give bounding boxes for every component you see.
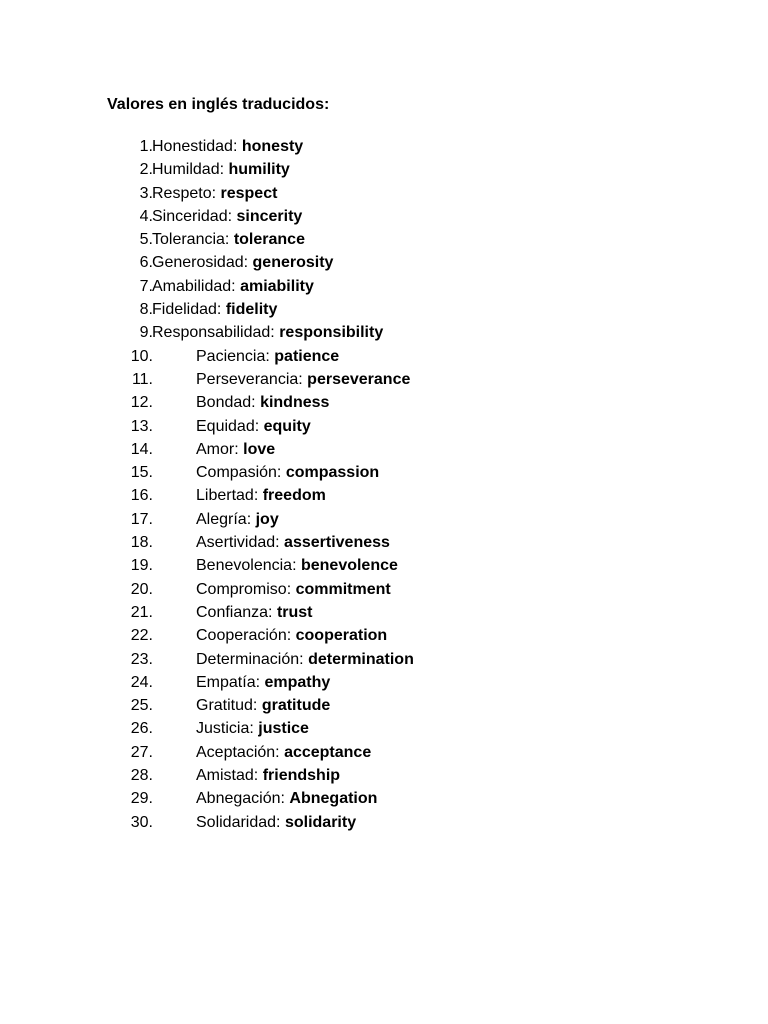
english-term: justice (258, 720, 309, 738)
list-item-entry (196, 764, 340, 787)
list-item-entry (152, 228, 305, 251)
english-term: freedom (262, 487, 326, 505)
spanish-term: Compromiso: (196, 580, 292, 598)
list-item-entry (196, 438, 275, 461)
list-item-number: 7. (139, 277, 153, 295)
english-term: empathy (264, 673, 331, 691)
english-term: tolerance (233, 231, 305, 249)
list-item-entry (152, 135, 303, 158)
list-item-number: 23. (130, 650, 153, 668)
english-term: responsibility (279, 324, 384, 342)
english-term: assertiveness (284, 534, 390, 552)
list-item-number: 30. (130, 813, 153, 831)
spanish-term: Responsabilidad: (152, 324, 275, 342)
list-item-entry (196, 671, 330, 694)
list-item-number: 3. (139, 184, 153, 202)
spanish-term: Solidaridad: (196, 813, 281, 831)
list-item-number: 6. (139, 254, 153, 272)
spanish-term: Aceptación: (196, 743, 280, 761)
english-term: equity (263, 417, 311, 435)
spanish-term: Humildad: (152, 161, 225, 179)
english-term: cooperation (295, 627, 388, 645)
spanish-term: Tolerancia: (152, 231, 230, 249)
list-item-number: 5. (139, 231, 153, 249)
list-item-number: 10. (130, 347, 153, 365)
english-term: amiability (240, 277, 314, 295)
list-item (0, 764, 768, 787)
list-item (0, 368, 768, 391)
list-item (0, 135, 768, 158)
list-item-number: 2. (139, 161, 153, 179)
spanish-term: Libertad: (196, 487, 259, 505)
list-item (0, 787, 768, 810)
spanish-term: Respeto: (152, 184, 217, 202)
list-item-entry (196, 648, 414, 671)
list-item-entry (152, 275, 314, 298)
spanish-term: Bondad: (196, 394, 256, 412)
list-item-number: 25. (130, 697, 153, 715)
list-item (0, 671, 768, 694)
list-item (0, 578, 768, 601)
list-item (0, 438, 768, 461)
list-item (0, 741, 768, 764)
list-item-number: 21. (130, 603, 153, 621)
list-item-entry (196, 787, 377, 810)
spanish-term: Amor: (196, 440, 239, 458)
english-term: sincerity (236, 207, 303, 225)
spanish-term: Perseverancia: (196, 370, 303, 388)
list-item-entry (196, 811, 356, 834)
list-item-entry (152, 182, 277, 205)
list-item-entry (196, 368, 410, 391)
list-item (0, 554, 768, 577)
list-item-entry (196, 484, 326, 507)
english-term: generosity (252, 254, 334, 272)
english-term: fidelity (225, 301, 278, 319)
list-item-entry (196, 508, 279, 531)
list-item-entry (196, 578, 391, 601)
list-item (0, 648, 768, 671)
list-item-entry (196, 601, 313, 624)
list-item (0, 601, 768, 624)
list-item (0, 694, 768, 717)
list-item-number: 28. (130, 767, 153, 785)
spanish-term: Fidelidad: (152, 301, 222, 319)
list-item-entry (152, 251, 333, 274)
english-term: kindness (260, 394, 330, 412)
spanish-term: Justicia: (196, 720, 254, 738)
spanish-term: Compasión: (196, 464, 282, 482)
list-item-number: 8. (139, 301, 153, 319)
list-item (0, 391, 768, 414)
list-item (0, 275, 768, 298)
list-item-entry (196, 717, 309, 740)
spanish-term: Amistad: (196, 767, 259, 785)
english-term: determination (308, 650, 414, 668)
list-item-number: 22. (130, 627, 153, 645)
list-item (0, 321, 768, 344)
spanish-term: Sinceridad: (152, 207, 233, 225)
list-item-number: 15. (130, 464, 153, 482)
spanish-term: Cooperación: (196, 627, 292, 645)
list-item (0, 205, 768, 228)
spanish-term: Amabilidad: (152, 277, 236, 295)
values-list (0, 135, 768, 834)
english-term: solidarity (284, 813, 357, 831)
list-item-number: 4. (139, 207, 153, 225)
english-term: honesty (241, 138, 304, 155)
spanish-term: Equidad: (196, 417, 260, 435)
english-term: benevolence (300, 557, 398, 575)
list-item (0, 415, 768, 438)
english-term: Abnegation (289, 790, 378, 808)
list-item-entry (152, 321, 383, 344)
list-item (0, 158, 768, 181)
list-item (0, 624, 768, 647)
list-item-entry (196, 624, 387, 647)
english-term: patience (274, 347, 340, 365)
english-term: perseverance (307, 370, 411, 388)
english-term: compassion (285, 464, 380, 482)
spanish-term: Asertividad: (196, 534, 280, 552)
list-item-number: 20. (130, 580, 153, 598)
list-item-number: 13. (130, 417, 153, 435)
english-term: acceptance (284, 743, 372, 761)
english-term: joy (255, 510, 279, 528)
spanish-term: Benevolencia: (196, 557, 297, 575)
spanish-term: Honestidad: (152, 138, 238, 155)
list-item-entry (196, 415, 311, 438)
list-item (0, 251, 768, 274)
spanish-term: Empatía: (196, 673, 261, 691)
spanish-term: Abnegación: (196, 790, 285, 808)
english-term: commitment (295, 580, 391, 598)
english-term: respect (220, 184, 278, 202)
spanish-term: Gratitud: (196, 697, 258, 715)
list-item-entry (196, 345, 339, 368)
list-item (0, 182, 768, 205)
list-item-entry (196, 461, 379, 484)
list-item (0, 811, 768, 834)
list-item (0, 717, 768, 740)
list-item-entry (152, 205, 302, 228)
list-item-number: 9. (139, 324, 153, 342)
list-item-entry (196, 531, 390, 554)
list-item-entry (196, 554, 398, 577)
list-item (0, 228, 768, 251)
list-item (0, 508, 768, 531)
list-item-entry (152, 158, 290, 181)
list-item (0, 461, 768, 484)
list-item-number: 11. (131, 370, 153, 388)
spanish-term: Generosidad: (152, 254, 249, 272)
list-item-number: 26. (130, 720, 153, 738)
list-item-number: 27. (130, 743, 153, 761)
spanish-term: Confianza: (196, 603, 273, 621)
list-item-entry (196, 694, 330, 717)
list-item (0, 484, 768, 507)
english-term: gratitude (261, 697, 331, 715)
english-term: friendship (262, 767, 341, 785)
list-item (0, 531, 768, 554)
list-item-entry (152, 298, 277, 321)
list-item-entry (196, 741, 371, 764)
list-item-number: 29. (130, 790, 153, 808)
list-item-number: 1. (139, 138, 153, 155)
list-item-number: 12. (130, 394, 153, 412)
list-item-number: 19. (130, 557, 153, 575)
list-item-number: 17. (130, 510, 153, 528)
document-title: Valores en inglés traducidos: (107, 96, 330, 113)
spanish-term: Alegría: (196, 510, 252, 528)
english-term: humility (228, 161, 290, 179)
list-item (0, 345, 768, 368)
list-item-number: 16. (130, 487, 153, 505)
list-item-entry (196, 391, 329, 414)
list-item (0, 298, 768, 321)
list-item-number: 24. (130, 673, 153, 691)
list-item-number: 18. (130, 534, 153, 552)
spanish-term: Paciencia: (196, 347, 270, 365)
english-term: trust (276, 603, 313, 621)
english-term: love (243, 440, 276, 458)
list-item-number: 14. (130, 440, 153, 458)
spanish-term: Determinación: (196, 650, 304, 668)
